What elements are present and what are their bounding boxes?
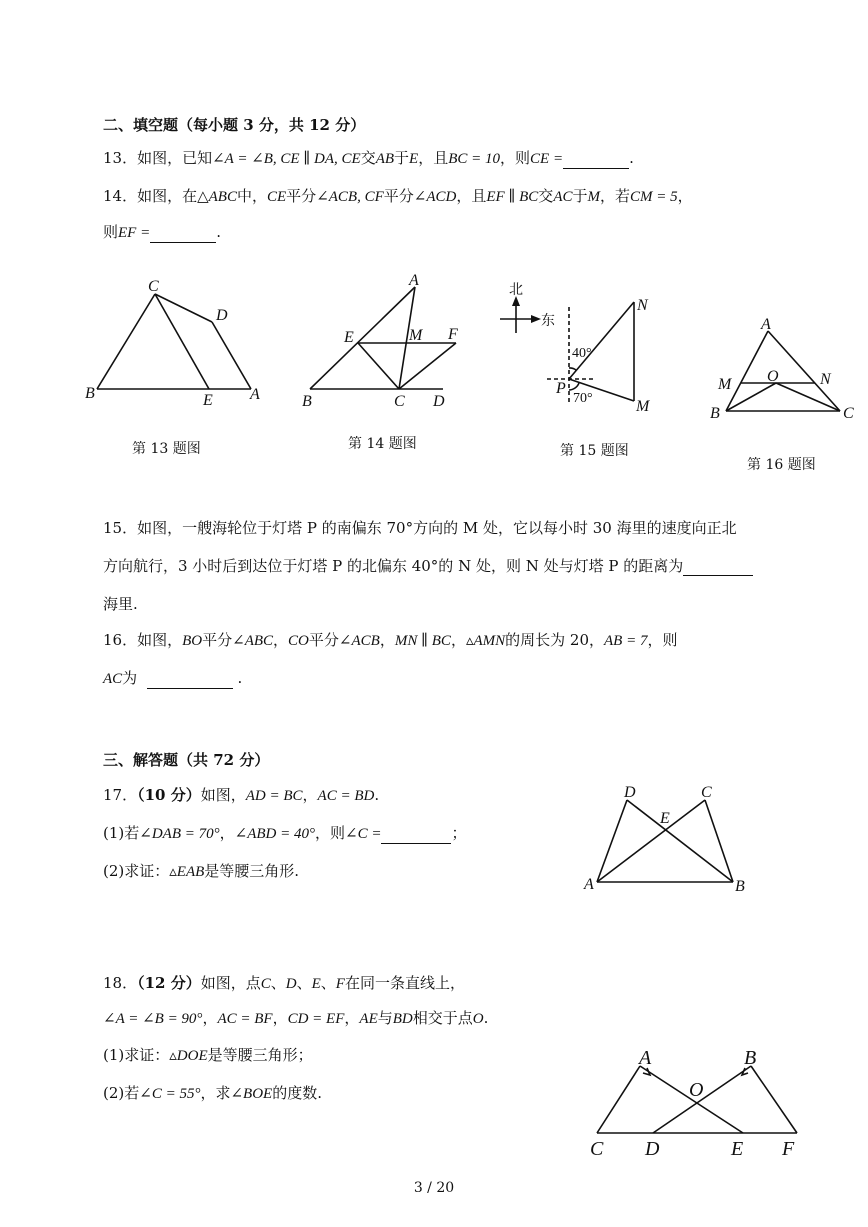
question-14: 14．如图，在△ABC中，CE平分∠ACB, CF平分∠ACD，且EF ∥ BC交AC于M，若CM = 5， [103,187,693,205]
fig13-label-c: C [148,278,159,295]
question-15-line2: 方向航行，3 小时后到达位于灯塔 P 的北偏东 40°的 N 处，则 N 处与灯塔 P 的距离为 [103,556,753,576]
fig15-label-p: P [556,380,566,397]
question-17-part1: (1)若∠DAB = 70°，∠ABD = 40°，则∠C = ； [103,824,467,842]
question-18: 18．（12 分）如图，点C、D、E、F在同一条直线上， [103,974,465,992]
fig14-label-f: F [448,326,458,343]
fig15-caption: 第 15 题图 [560,443,629,459]
fig18-label-d: D [645,1138,660,1160]
fig17-label-c: C [701,784,712,801]
section3-heading: 三、解答题（共 72 分） [103,751,270,769]
fig17-label-e: E [660,810,670,827]
question-18-line2: ∠A = ∠B = 90°，AC = BF，CD = EF，AE与BD相交于点O. [103,1009,489,1027]
fig15-north: 北 [509,283,523,298]
east-arrow-icon [531,315,541,323]
fig16-caption: 第 16 题图 [747,457,816,473]
section2-heading: 二、填空题（每小题 3 分，共 12 分） [103,116,366,134]
fig13-label-a: A [250,386,260,403]
fig18-label-o: O [689,1079,704,1101]
answer-blank-15[interactable] [683,561,753,576]
fig16-label-b: B [710,405,720,422]
fig17-label-d: D [624,784,636,801]
fig14-label-m: M [409,327,423,344]
fig13-label-d: D [216,307,228,324]
fig13-label-b: B [85,385,95,402]
fig17-label-b: B [735,878,745,895]
fig15-east: 东 [541,314,555,329]
fig15-label-n: N [637,297,648,314]
fig18-label-c: C [590,1138,604,1160]
fig14-label-d: D [433,393,445,410]
question-14-line2: 则EF = . [103,223,221,241]
fig16-label-m: M [718,376,732,393]
fig18-label-a: A [639,1047,652,1069]
answer-blank-17[interactable] [381,829,451,844]
question-18-part2: (2)若∠C = 55°，求∠BOE的度数. [103,1084,322,1102]
fig18-label-b: B [744,1047,757,1069]
question-13: 13．如图，已知∠A = ∠B, CE ∥ DA, CE交AB于E，且BC = 10，则CE = . [103,149,634,167]
figure-14 [310,287,456,389]
fig16-label-o: O [767,368,779,385]
fig14-caption: 第 14 题图 [348,436,417,452]
figure-13 [97,294,251,389]
fig14-label-e: E [344,329,354,346]
question-17-part2: (2)求证：▵EAB是等腰三角形. [103,862,300,880]
question-15-line3: 海里. [103,595,138,613]
question-15-line1: 15．如图，一艘海轮位于灯塔 P 的南偏东 70°方向的 M 处，它以每小时 30 海里的速度向正北 [103,519,737,537]
question-16: 16．如图，BO平分∠ABC，CO平分∠ACB，MN ∥ BC，▵AMN的周长为 20，AB = 7，则 [103,631,678,649]
question-18-part1: (1)求证：▵DOE是等腰三角形； [103,1046,313,1064]
page-number: 3 / 20 [413,1180,455,1196]
fig15-angle-70: 70° [573,391,593,406]
fig15-angle-40: 40° [572,346,592,361]
question-17: 17．（10 分）如图，AD = BC，AC = BD. [103,786,380,804]
fig18-label-e: E [731,1138,744,1160]
fig14-label-a: A [409,272,419,289]
fig17-label-a: A [584,876,594,893]
fig16-label-c: C [843,405,854,422]
fig13-caption: 第 13 题图 [132,441,201,457]
fig13-label-e: E [203,392,213,409]
fig16-label-a: A [761,316,771,333]
fig14-label-c: C [394,393,405,410]
fig14-label-b: B [302,393,312,410]
fig16-label-n: N [820,371,831,388]
answer-blank-16[interactable] [147,674,233,689]
fig15-label-m: M [636,398,650,415]
question-16-line2: AC为 . [103,669,243,687]
fig18-label-f: F [782,1138,795,1160]
